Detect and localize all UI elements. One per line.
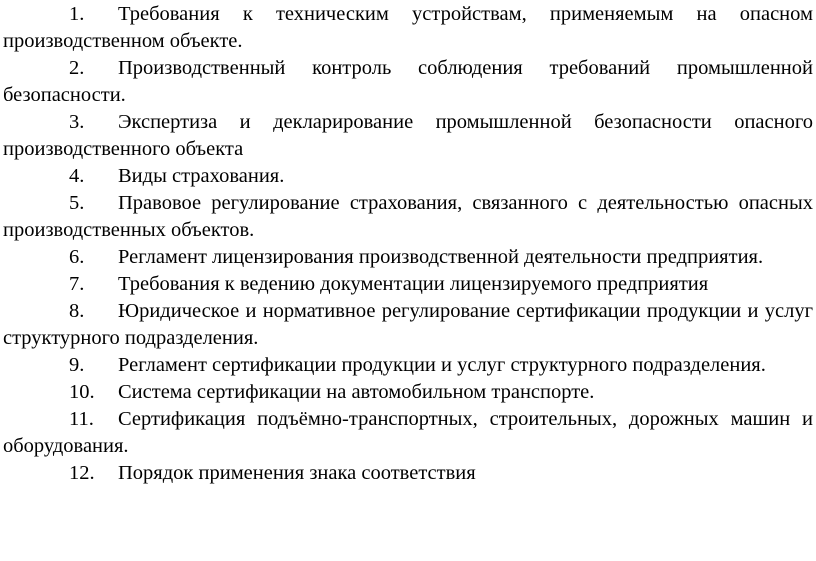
list-item xyxy=(3,55,813,109)
list-item xyxy=(3,406,813,460)
list-item-number: 1. xyxy=(69,3,85,25)
list-item-number: 10. xyxy=(69,381,95,403)
list-item xyxy=(3,163,813,190)
list-item-text: Виды страхования. xyxy=(118,165,285,187)
list-item-number: 6. xyxy=(69,246,85,268)
list-item-number: 7. xyxy=(69,273,85,295)
list-item-text: Система сертификации на автомобильном транспорте. xyxy=(118,381,595,403)
list-item xyxy=(3,298,813,352)
list-item-number: 12. xyxy=(69,462,95,484)
list-item xyxy=(3,352,813,379)
list-item-number: 8. xyxy=(69,300,85,322)
list-item-number: 3. xyxy=(69,111,85,133)
list-item-text: Порядок применения знака соответствия xyxy=(118,462,476,484)
list-item xyxy=(3,109,813,163)
list-item xyxy=(3,460,813,487)
list-item-number: 11. xyxy=(69,408,94,430)
list-item-text: Регламент сертификации продукции и услуг структурного подразделения. xyxy=(118,354,766,376)
list-item-text: Экспертиза и декларирование промышленной безопасности опасного производственного объекта xyxy=(3,111,813,160)
list-item xyxy=(3,190,813,244)
list-item xyxy=(3,1,813,55)
list-item-text: Юридическое и нормативное регулирование сертификации продукции и услуг структурного подразделения. xyxy=(3,300,813,349)
list-item-text: Правовое регулирование страхования, связанного с деятельностью опасных производственных объектов. xyxy=(3,192,813,241)
list-item xyxy=(3,244,813,271)
list-item-number: 9. xyxy=(69,354,85,376)
list-item-text: Сертификация подъёмно-транспортных, строительных, дорожных машин и оборудования. xyxy=(3,408,813,457)
list-item-number: 2. xyxy=(69,57,85,79)
list-item-text: Регламент лицензирования производственной деятельности предприятия. xyxy=(118,246,764,268)
list-item xyxy=(3,271,813,298)
list-item-text: Требования к техническим устройствам, применяемым на опасном производственном объекте. xyxy=(3,3,813,52)
list-item xyxy=(3,379,813,406)
list-item-number: 4. xyxy=(69,165,85,187)
list-item-number: 5. xyxy=(69,192,85,214)
list-item-text: Требования к ведению документации лицензируемого предприятия xyxy=(118,273,709,295)
list-item-text: Производственный контроль соблюдения требований промышленной безопасности. xyxy=(3,57,813,106)
